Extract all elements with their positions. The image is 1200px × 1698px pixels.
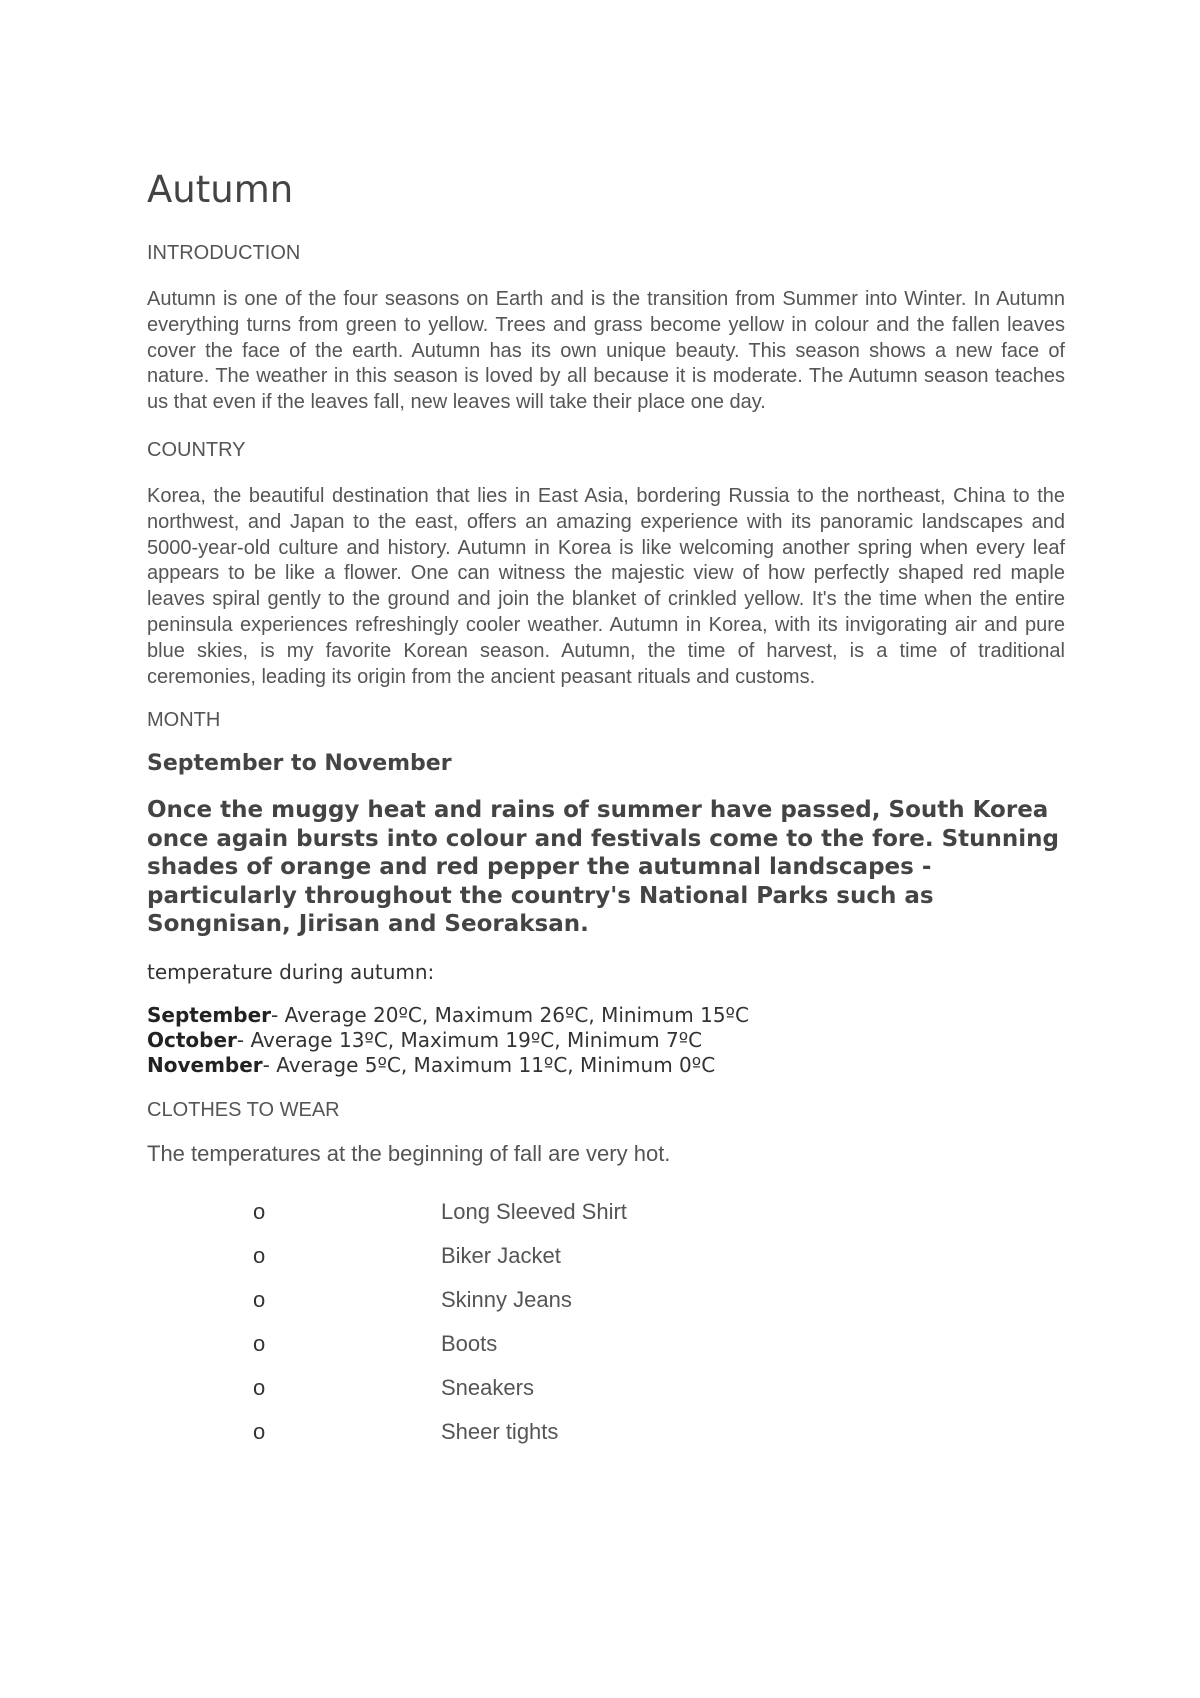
clothes-item-label: Boots [441,1330,498,1356]
temperature-details: - Average 5ºC, Maximum 11ºC, Minimum 0ºC [262,1052,716,1077]
list-item [147,1286,1065,1330]
clothes-list [147,1198,1065,1462]
introduction-heading: INTRODUCTION [147,242,301,264]
list-item [147,1198,1065,1242]
bullet-icon: o [253,1330,266,1356]
clothes-item-label: Long Sleeved Shirt [441,1198,627,1224]
list-item [147,1374,1065,1418]
month-description: Once the muggy heat and rains of summer have passed, South Korea once again bursts into colour and festivals come to the fore. Stunning shades of orange and red pepper the autumnal landscapes - particularly throughout the country's National Parks such as Songnisan, Jirisan and Seoraksan. [147,797,1059,938]
bullet-icon: o [253,1418,266,1444]
document-page [147,160,1065,1462]
temperature-list [147,1003,1065,1078]
temperature-intro: temperature during autumn: [147,959,435,984]
temperature-row-september [147,1003,1065,1028]
country-paragraph: Korea, the beautiful destination that lies in East Asia, bordering Russia to the northeast, China to the northwest, and Japan to the east, offers an amazing experience with its panoramic landscapes and 5000-year-old culture and history. Autumn in Korea is like welcoming another spring when every leaf appears to be like a flower. One can witness the majestic view of how perfectly shaped red maple leaves spiral gently to the ground and join the blanket of crinkled yellow. It's the time when the entire peninsula experiences refreshingly cooler weather. Autumn in Korea, with its invigorating air and pure blue skies, is my favorite Korean season. Autumn, the time of harvest, is a time of traditional ceremonies, leading its origin from the ancient peasant rituals and customs. [147,484,1065,688]
country-heading: COUNTRY [147,438,246,461]
clothes-item-label: Biker Jacket [441,1242,561,1268]
bullet-icon: o [253,1242,266,1268]
month-range: September to November [147,751,452,777]
list-item [147,1330,1065,1374]
document-title: Autumn [147,168,294,211]
clothes-item-label: Sheer tights [441,1418,559,1444]
bullet-icon: o [253,1198,266,1224]
month-heading: MONTH [147,709,221,732]
clothes-intro: The temperatures at the beginning of fall are very hot. [147,1140,671,1166]
temperature-row-october [147,1028,1065,1053]
temperature-details: - Average 20ºC, Maximum 26ºC, Minimum 15ºC [271,1002,749,1027]
clothes-item-label: Sneakers [441,1374,534,1400]
list-item [147,1418,1065,1462]
list-item [147,1242,1065,1286]
clothes-item-label: Skinny Jeans [441,1286,572,1312]
introduction-paragraph: Autumn is one of the four seasons on Earth and is the transition from Summer into Winter. In Autumn everything turns from green to yellow. Trees and grass become yellow in colour and the fallen leaves cover the face of the earth. Autumn has its own unique beauty. This season shows a new face of nature. The weather in this season is loved by all because it is moderate. The Autumn season teaches us that even if the leaves fall, new leaves will take their place one day. [147,288,1065,414]
temperature-month: November [147,1052,263,1077]
temperature-month: October [147,1027,237,1052]
temperature-row-november [147,1053,1065,1078]
bullet-icon: o [253,1286,266,1312]
bullet-icon: o [253,1374,266,1400]
clothes-heading: CLOTHES TO WEAR [147,1098,340,1121]
temperature-month: September [147,1002,271,1027]
temperature-details: - Average 13ºC, Maximum 19ºC, Minimum 7ºC [236,1027,703,1052]
